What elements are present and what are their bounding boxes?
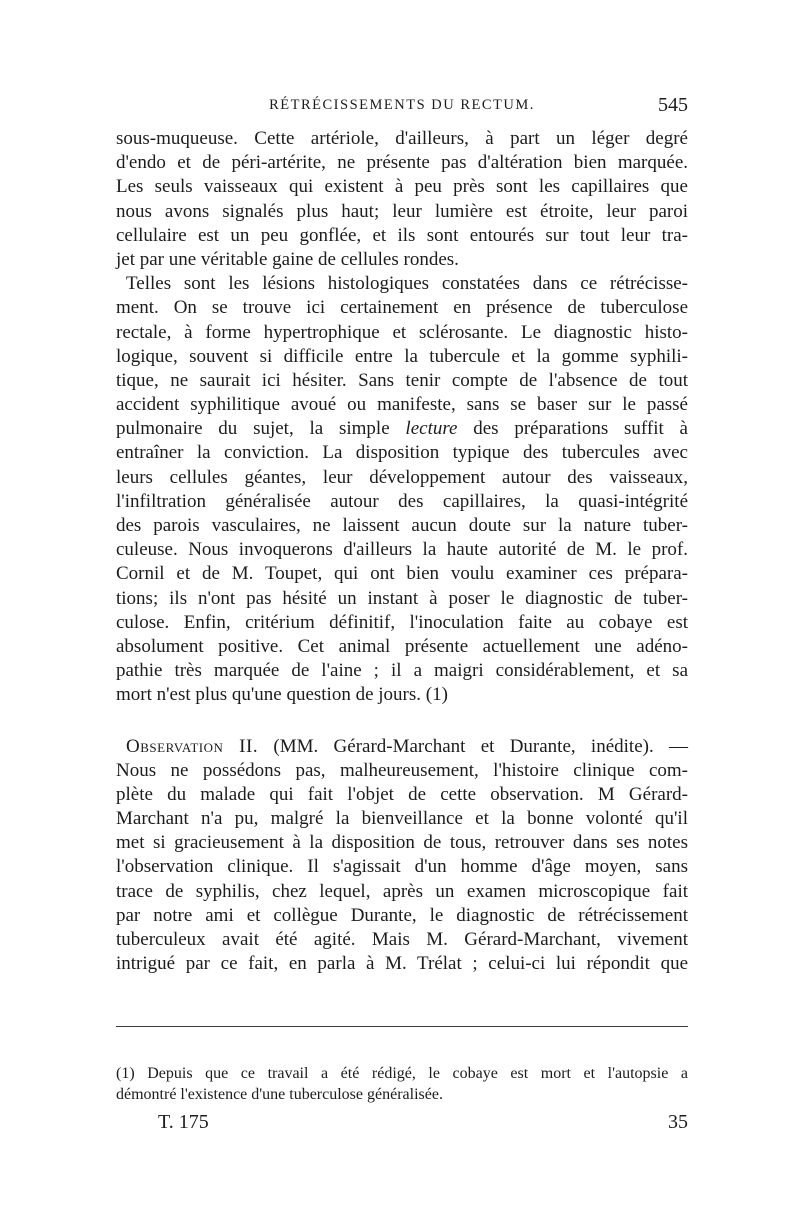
text-line: rectale, à forme hypertrophique et sclérosante. Le diagnostic histo- (116, 321, 688, 343)
text-line: mort n'est plus qu'une question de jours. (1) (116, 684, 448, 706)
text-line: Les seuls vaisseaux qui existent à peu près sont les capillaires que (116, 176, 688, 198)
observation-heading-line (116, 735, 688, 759)
footnote-divider (116, 1026, 688, 1027)
text-segment: des préparations suffit à (457, 418, 688, 440)
text-line: sous-muqueuse. Cette artériole, d'ailleurs, à part un léger degré (116, 128, 688, 149)
page-number: 545 (658, 94, 688, 116)
text-line: tions; ils n'ont pas hésité un instant à poser le diagnostic de tuber- (116, 587, 688, 609)
text-line: accident syphilitique avoué ou manifeste, sans se baser sur le passé (116, 394, 688, 416)
observation-heading: Observation II. (126, 735, 259, 757)
footnote (116, 1063, 688, 1105)
text-line: l'infiltration généralisée autour des capillaires, la quasi-intégrité (116, 490, 688, 512)
text-line: pathie très marquée de l'aine ; il a maigri considérablement, et sa (116, 660, 688, 682)
text-segment: pulmonaire du sujet, la simple (116, 418, 406, 440)
text-line: nous avons signalés plus haut; leur lumière est étroite, leur paroi (116, 200, 688, 222)
paragraph-gap (116, 708, 688, 735)
page-header (116, 94, 688, 118)
text-line: Telles sont les lésions histologiques constatées dans ce rétrécisse- (126, 273, 688, 295)
gathering-number: 35 (668, 1111, 688, 1133)
text-line: Marchant n'a pu, malgré la bienveillance et la bonne volonté qu'il (116, 808, 688, 830)
text-segment: (MM. Gérard-Marchant et Durante, inédite). — (258, 735, 688, 757)
text-line: cellulaire est un peu gonflée, et ils sont entourés sur tout leur tra- (116, 224, 688, 246)
signature-line (116, 1111, 688, 1139)
text-line: d'endo et de péri-artérite, ne présente pas d'altération bien marquée. (116, 152, 688, 174)
text-line: met si gracieusement à la disposition de tous, retrouver dans ses notes (116, 832, 688, 854)
text-line: jet par une véritable gaine de cellules rondes. (116, 248, 459, 270)
text-line: tuberculeux avait été agité. Mais M. Gérard-Marchant, vivement (116, 929, 688, 950)
text-line: entraîner la conviction. La disposition typique des tubercules avec (116, 442, 688, 464)
text-line (116, 417, 688, 441)
running-title: RÉTRÉCISSEMENTS DU RECTUM. (269, 97, 535, 113)
text-line: tique, ne saurait ici hésiter. Sans tenir compte de l'absence de tout (116, 369, 688, 391)
text-line: ment. On se trouve ici certainement en présence de tuberculose (116, 297, 688, 319)
footnote-line: démontré l'existence d'une tuberculose généralisée. (116, 1086, 443, 1103)
text-line: absolument positive. Cet animal présente actuellement une adéno- (116, 635, 688, 657)
text-line: Cornil et de M. Toupet, qui ont bien voulu examiner ces prépara- (116, 563, 688, 585)
volume-mark: T. 175 (158, 1111, 209, 1133)
text-line: leurs cellules géantes, leur développement autour des vaisseaux, (116, 466, 688, 488)
text-line: culose. Enfin, critérium définitif, l'inoculation faite au cobaye est (116, 611, 688, 633)
text-line: Nous ne possédons pas, malheureusement, l'histoire clinique com- (116, 759, 688, 781)
text-line: logique, souvent si difficile entre la tubercule et la gomme syphili- (116, 345, 688, 367)
text-line: culeuse. Nous invoquerons d'ailleurs la haute autorité de M. le prof. (116, 539, 688, 561)
emphasis-text: lecture (405, 418, 458, 440)
text-line: par notre ami et collègue Durante, le diagnostic de rétrécissement (116, 904, 688, 926)
text-line: l'observation clinique. Il s'agissait d'un homme d'âge moyen, sans (116, 856, 688, 878)
text-line: des parois vasculaires, ne laissent aucun doute sur la nature tuber- (116, 515, 688, 536)
body-text (116, 127, 688, 976)
footnote-line: (1) Depuis que ce travail a été rédigé, le cobaye est mort et l'autopsie a (116, 1065, 688, 1082)
text-line: intrigué par ce fait, en parla à M. Trélat ; celui-ci lui répondit que (116, 953, 688, 975)
text-line: trace de syphilis, chez lequel, après un examen microscopique fait (116, 880, 688, 902)
text-line: plète du malade qui fait l'objet de cette observation. M Gérard- (116, 783, 688, 805)
